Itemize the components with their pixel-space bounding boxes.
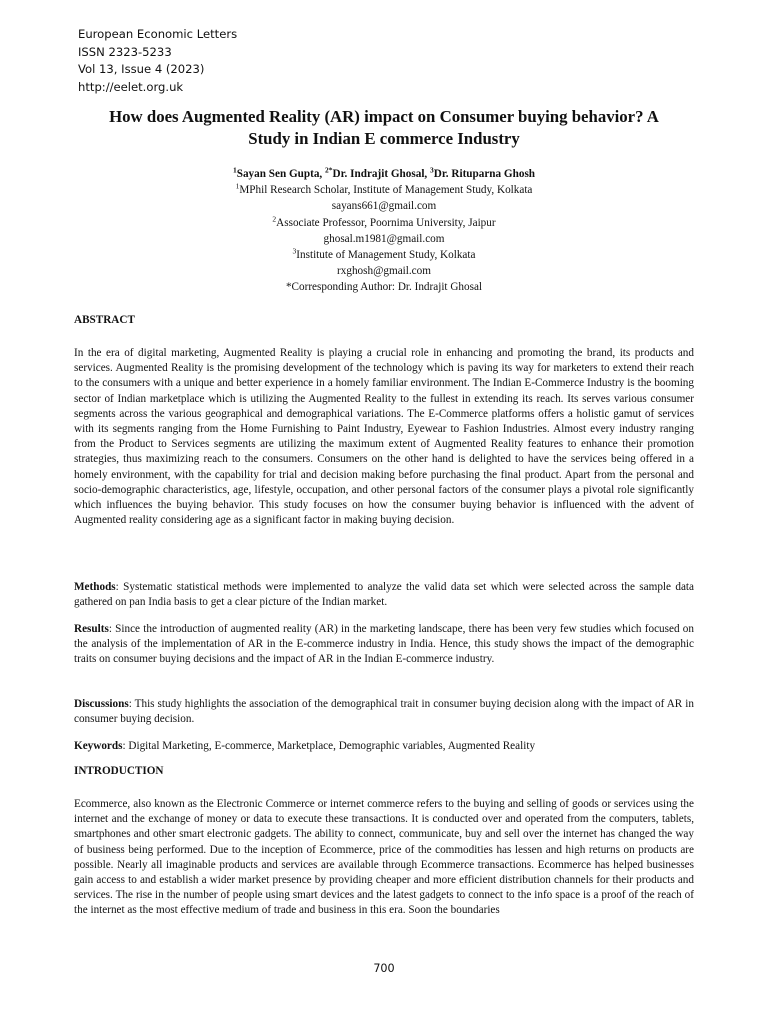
results-label: Results [74,623,109,635]
affiliation-1-text: MPhil Research Scholar, Institute of Management Study, Kolkata [239,184,533,197]
journal-header [78,26,237,96]
email-3[interactable]: rxghosh@gmail.com [337,265,431,278]
affiliation-2-sup: 2 [272,213,277,223]
affiliation-3-sup: 3 [292,246,297,256]
affiliation-2 [70,215,698,231]
affiliation-3-text: Institute of Management Study, Kolkata [296,249,476,262]
journal-issn: ISSN 2323-5233 [78,44,172,59]
email-2[interactable]: ghosal.m1981@gmail.com [323,232,445,245]
title-line-2: Study in Indian E commerce Industry [248,129,520,148]
journal-volume: Vol 13, Issue 4 (2023) [78,62,205,77]
abstract-paragraph [74,346,694,528]
author-1-name: Sayan Sen Gupta, [236,168,326,180]
discussions-paragraph [74,697,694,727]
affiliation-1-sup: 1 [235,181,240,191]
results-paragraph [74,622,694,668]
author-1-sup: 1 [232,165,237,175]
corresponding-author: *Corresponding Author: Dr. Indrajit Ghosal [285,281,483,294]
affiliation-2-text: Associate Professor, Poornima University, Jaipur [276,216,496,229]
introduction-text: Ecommerce, also known as the Electronic Commerce or internet commerce refers to the buying and selling of goods or services using the internet and the exchange of money or data to execute these transactions. It is conducted over and operated from the computers, tablets, smartphones and other smart electronic gadgets. The ability to connect, communicate, buy and sell over the internet has changed the way of business being performed. Due to the inception of Ecommerce, price of the commodities has lessen and high returns on products are possible. Nearly all imaginable products and services are available through Ecommerce transactions. Ecommerce has helped businesses gain access to and establish a wider market presence by providing cheaper and more efficient distribution channels for their products and services. The rise in the number of people using smart devices and the latest gadgets to connect to the info space is a proof of the reach of the internet as the most effective medium of trade and business in this era. Soon the boundaries [74,798,694,917]
abstract-heading: ABSTRACT [74,314,135,326]
author-names [70,166,698,182]
title-line-1: How does Augmented Reality (AR) impact on Consumer buying behavior? A [109,107,659,126]
methods-paragraph [74,580,694,610]
introduction-heading: INTRODUCTION [74,765,164,777]
results-text: : Since the introduction of augmented reality (AR) in the marketing landscape, there has been very few studies which focused on the analysis of the implementation of AR in the E-commerce industry in India. Hence, this study shows the impact of the demographic traits on consumer buying decisions and the impact of AR in the Indian E-commerce industry. [74,623,694,666]
paper-title [70,106,698,150]
keywords-label: Keywords [74,740,123,752]
discussions-label: Discussions [74,698,129,710]
email-1[interactable]: sayans661@gmail.com [331,200,437,213]
methods-label: Methods [74,581,116,593]
abstract-text: In the era of digital marketing, Augmented Reality is playing a crucial role in enhancing and promoting the brand, its products and services. Augmented Reality is the promising development of the technology which is paving its way for marketers to extend their reach to the consumers with a unique and better experience in a homely familiar environment. The Indian E-Commerce Industry is the booming sector of Indian marketplace which is utilizing the Augmented Reality to the fullest in extending its reach. Its serves various consumer segments across the various geographical and demographical variations. The E-Commerce platforms offers a holistic gamut of services with its segments ranging from the Home Furnishing to Paint Industry, Eyewear to Fashion Industries. Almost every industry ranging from the Product to Services segments are utilizing the maximum extent of Augmented Reality features to enhance their promotion strategies, thus maximizing reach to the consumers. Consumers on the other hand is delighted to have the services being offered in a homely environment, with the capability for trial and decision making before purchasing the final product. Apart from the personal and socio-demographic characteristics, age, lifestyle, occupation, and other personal factors of the consumer plays a pivotal role significantly which influences the buying behavior. This study focuses on how the consumer buying behavior is influenced with the advent of Augmented reality considering age as a significant factor in making buying decision. [74,347,694,527]
keywords-text: : Digital Marketing, E-commerce, Marketplace, Demographic variables, Augmented Reality [122,740,536,752]
author-2-sup: 2* [325,165,333,175]
author-3-name: Dr. Rituparna Ghosh [433,168,536,180]
keywords-paragraph [74,739,694,754]
methods-text: : Systematic statistical methods were implemented to analyze the valid data set which were selected across the sample data gathered on pan India basis to get a clear picture of the Indian market. [74,581,694,609]
discussions-text: : This study highlights the association of the demographical trait in consumer buying decision along with the impact of AR in consumer buying decision. [74,698,694,726]
journal-name: European Economic Letters [78,27,238,41]
affiliation-3 [70,247,698,263]
author-block [70,166,698,296]
introduction-paragraph [74,797,694,919]
affiliation-1 [70,182,698,198]
author-3-sup: 3 [430,165,434,175]
author-2-name: Dr. Indrajit Ghosal, [332,168,431,180]
journal-url[interactable]: http://eelet.org.uk [78,79,184,94]
page-number: 700 [373,962,395,975]
